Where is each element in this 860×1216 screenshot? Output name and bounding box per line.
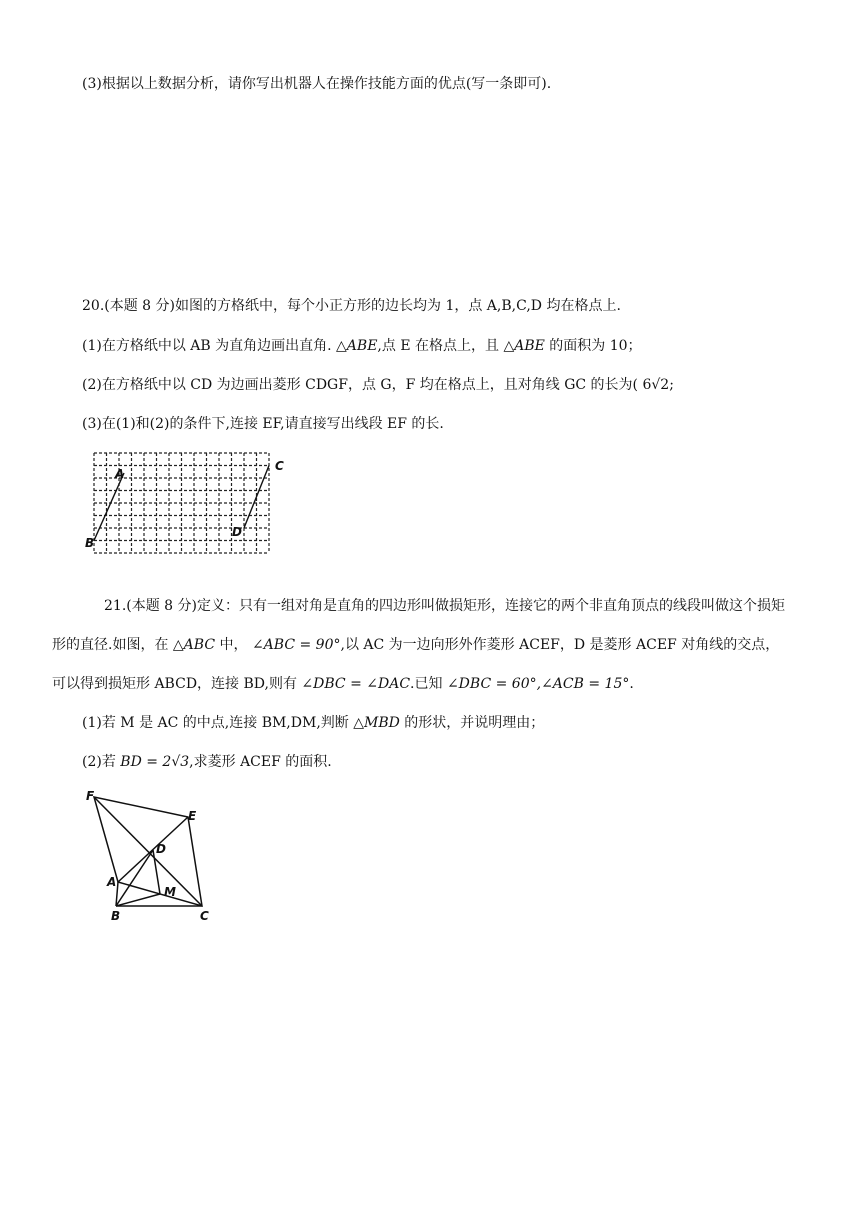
q21-part2-text-b: ,求菱形 ACEF 的面积.	[189, 754, 332, 770]
label-d: D	[232, 525, 242, 539]
label-d: D	[156, 842, 166, 856]
q20-part1-text-a: (1)在方格纸中以 AB 为直角边画出直角.	[82, 338, 337, 354]
label-m: M	[164, 885, 176, 899]
q20-part1-text-c: 的面积为 10；	[544, 338, 642, 354]
q21-part2-equation: BD = 2√3	[120, 754, 190, 770]
q21-line3	[52, 674, 634, 694]
label-c: C	[200, 909, 209, 923]
q20-header: 20.(本题 8 分)如图的方格纸中，每个小正方形的边长均为 1，点 A,B,C,D 均在格点上.	[82, 298, 621, 314]
q21-part2-text-a: (2)若	[82, 754, 121, 770]
q21-line2	[52, 635, 779, 655]
segment-dm	[153, 850, 160, 894]
q21-line3-equation: ∠DBC = ∠DAC	[301, 676, 411, 692]
q21-line2-angle: ∠ABC = 90°	[251, 637, 341, 653]
q21-part2	[82, 752, 332, 772]
q21-part1-text-a: (1)若 M 是 AC 的中点,连接 BM,DM,判断	[82, 715, 354, 731]
q21-line2-triangle: △ABC	[172, 637, 216, 653]
q21-rhombus-figure	[80, 786, 230, 930]
q19-part3: (3)根据以上数据分析，请你写出机器人在操作技能方面的优点(写一条即可).	[82, 76, 552, 92]
q21-part1	[82, 713, 544, 733]
q20-part1-triangle: △ABE	[336, 338, 378, 354]
q21-line3-given: ∠DBC = 60°,∠ACB = 15°	[446, 676, 630, 692]
diagonal-ea	[118, 817, 188, 882]
q20-part3: (3)在(1)和(2)的条件下,连接 EF,请直接写出线段 EF 的长.	[82, 416, 444, 432]
label-a: A	[115, 467, 125, 481]
label-b: B	[85, 536, 95, 550]
q21-line3-text-a: 可以得到损矩形 ABCD，连接 BD,则有	[52, 676, 302, 692]
label-a: A	[107, 875, 117, 889]
q21-line3-text-b: .已知	[410, 676, 447, 692]
q20-part1	[82, 336, 642, 356]
q20-part1-triangle2: △ABE	[503, 338, 545, 354]
q21-line2-text-a: 形的直径.如图，在	[52, 637, 173, 653]
label-b: B	[111, 909, 121, 923]
label-c: C	[275, 459, 284, 473]
q21-rhombus-svg	[80, 786, 230, 926]
q21-part1-triangle: △MBD	[353, 715, 400, 731]
diagonal-fc	[94, 797, 202, 906]
q20-grid-figure	[82, 448, 292, 562]
q21-line1: 21.(本题 8 分)定义：只有一组对角是直角的四边形叫做损矩形，连接它的两个非直角顶点的线段叫做这个损矩	[104, 598, 785, 614]
q20-grid-svg	[82, 448, 292, 558]
q20-part2: (2)在方格纸中以 CD 为边画出菱形 CDGF，点 G，F 均在格点上，且对角线 GC 的长为( 6√2;	[82, 377, 674, 393]
q21-line3-text-c: .	[629, 676, 634, 692]
label-e: E	[188, 809, 197, 823]
q21-part1-text-b: 的形状，并说明理由；	[399, 715, 545, 731]
q20-part1-text-b: ,点 E 在格点上，且	[377, 338, 504, 354]
q21-line2-text-b: 中，	[215, 637, 252, 653]
label-f: F	[86, 789, 95, 803]
q21-line2-text-c: ,以 AC 为一边向形外作菱形 ACEF，D 是菱形 ACEF 对角线的交点，	[340, 637, 780, 653]
rhombus-lines	[94, 797, 202, 906]
